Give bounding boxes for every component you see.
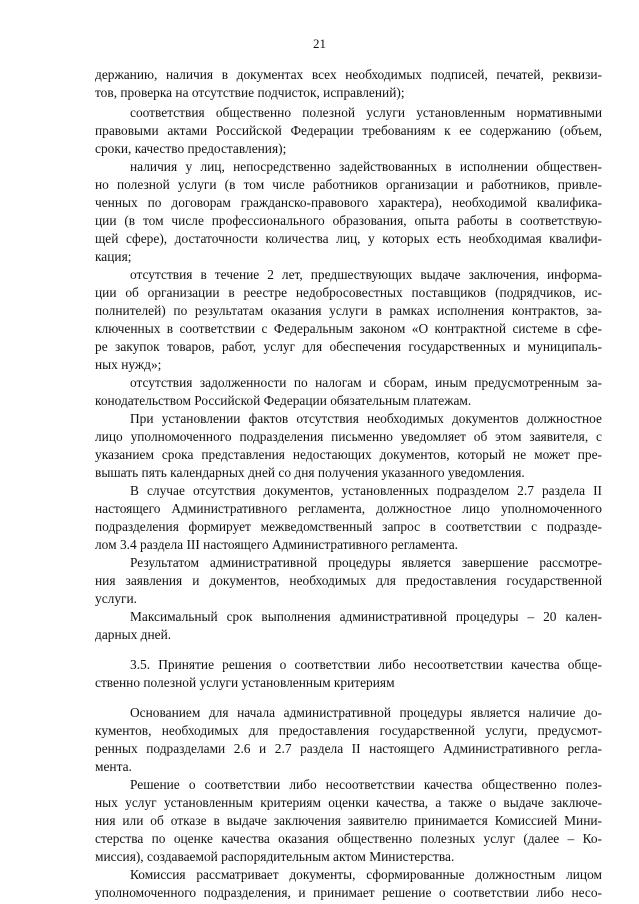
page-number: 21 [313,36,326,51]
text-line: Комиссия рассматривает документы, сформированные должностным лицом [130,867,602,882]
text-line: сроки, качество предоставления); [95,141,287,156]
text-line: подразделения формирует межведомственный запрос в соответствии с подразде- [95,519,602,534]
text-line: тов, проверка на отсутствие подчисток, исправлений); [95,85,405,100]
text-line: мента. [95,759,132,774]
text-line: Решение о соответствии либо несоответствии качества общественно полез- [130,777,602,792]
text-line: ченных по договорам гражданско-правового характера), необходимой квалифика- [95,195,602,210]
text-line: отсутствия задолженности по налогам и сборам, иным предусмотренным за- [130,375,602,390]
text-line: Результатом административной процедуры является завершение рассмотре- [130,555,602,570]
text-line: лицо уполномоченного подразделения письменно уведомляет об этом заявителя, с [95,429,602,444]
text-line: ния или об отказе в выдаче заключения заявителю принимается Комиссией Мини- [95,813,602,828]
text-line: уполномоченного подразделения, и принимает решение о соответствии либо несо- [95,885,602,900]
text-line: настоящего Административного регламента, должностное лицо уполномоченного [95,501,602,516]
text-line: миссия), создаваемой распорядительным актом Министерства. [95,849,455,864]
text-line: но полезной услуги (в том числе работников организации и работников, привле- [95,177,602,192]
text-line: ных услуг установленным критериям оценки качества, а также о выдаче заключе- [95,795,602,810]
text-line: щей сфере), достаточности количества лиц, у которых есть необходимая квалифи- [95,231,602,246]
text-line: держанию, наличия в документах всех необходимых подписей, печатей, реквизи- [95,67,602,82]
text-line: ственно полезной услуги установленным критериям [95,675,395,690]
text-line: ключенных в соответствии с Федеральным законом «О контрактной системе в сфе- [95,321,602,336]
text-line: кация; [95,249,132,264]
text-line: стерства по оценке качества оказания общественно полезных услуг (далее – Ко- [95,831,602,846]
text-line: ных нужд»; [95,357,162,372]
text-line: кументов, необходимых для предоставления государственной услуги, предусмот- [95,723,602,738]
text-line: ния заявления и документов, необходимых для предоставления государственной [95,573,602,588]
text-line: Максимальный срок выполнения административной процедуры – 20 кален- [130,609,602,624]
text-line: ции (в том числе профессионального образования, опыта работы в соответствую- [95,213,602,228]
text-line: ции об организации в реестре недобросовестных поставщиков (подрядчиков, ис- [95,285,602,300]
text-line: отсутствия в течение 2 лет, предшествующих выдаче заключения, информа- [130,267,602,282]
text-line: полнителей) по результатам оказания услуги в рамках исполнения контрактов, за- [95,303,602,318]
text-line: дарных дней. [95,627,172,642]
text-line: указанием срока представления недостающих документов, который не может пре- [95,447,602,462]
text-line: правовыми актами Российской Федерации требованиям к ее содержанию (объем, [95,123,602,138]
text-line: Основанием для начала административной процедуры является наличие до- [130,705,602,720]
text-line: вышать пять календарных дней со дня получения указанного уведомления. [95,465,525,480]
text-line: ренных подразделами 2.6 и 2.7 раздела II настоящего Административного регла- [95,741,602,756]
text-line: услуги. [95,591,138,606]
text-line: соответствия общественно полезной услуги установленным нормативными [130,105,602,120]
text-line: 3.5. Принятие решения о соответствии либо несоответствии качества обще- [130,657,602,672]
text-line: ре закупок товаров, работ, услуг для обеспечения государственных и муниципаль- [95,339,602,354]
text-line: лом 3.4 раздела III настоящего Административного регламента. [95,537,459,552]
text-line: конодательством Российской Федерации обязательным платежам. [95,393,472,408]
text-line: При установлении фактов отсутствия необходимых документов должностное [130,411,602,426]
text-line: В случае отсутствия документов, установленных подразделом 2.7 раздела II [130,483,602,498]
text-line: наличия у лиц, непосредственно задействованных в исполнении обществен- [130,159,602,174]
